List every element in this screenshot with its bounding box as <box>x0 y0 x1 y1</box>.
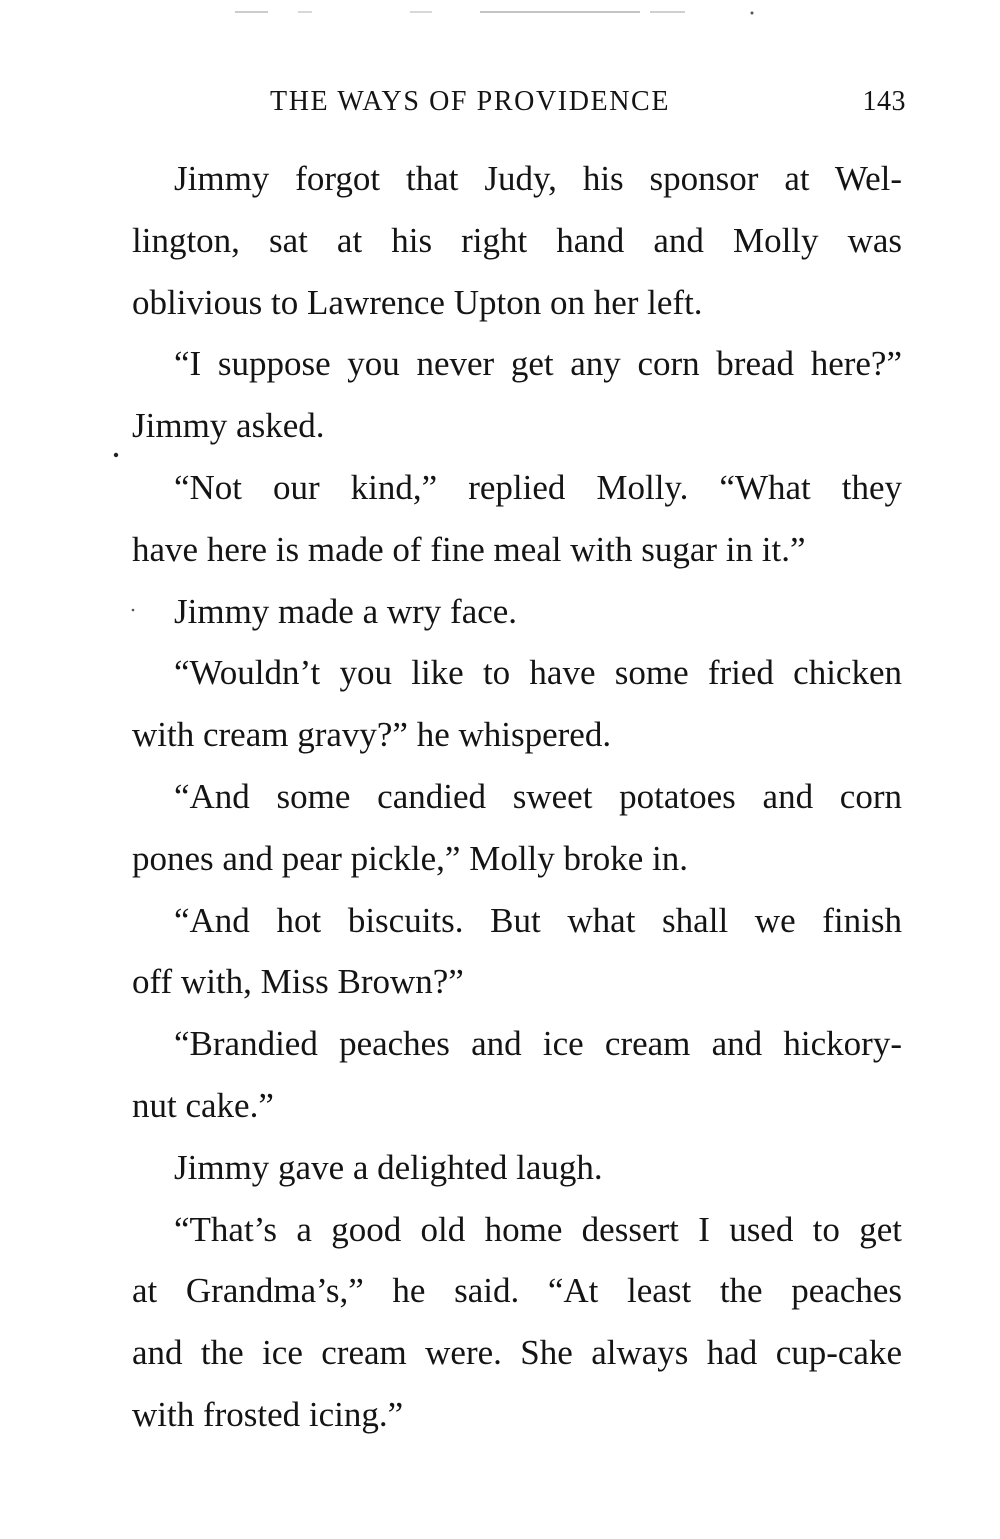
text-line: “And hot biscuits. But what shall we finish <box>174 900 902 940</box>
running-head <box>270 86 906 126</box>
text-line: off with, Miss Brown?” <box>132 962 464 1002</box>
text-line: “Wouldn’t you like to have some fried chicken <box>174 653 902 693</box>
text-line: oblivious to Lawrence Upton on her left. <box>132 282 703 322</box>
text-line: with cream gravy?” he whispered. <box>132 715 612 755</box>
page-number: 143 <box>862 86 906 117</box>
text-line: with frosted icing.” <box>132 1394 404 1434</box>
body-text <box>132 148 902 1446</box>
text-line: Jimmy asked. <box>132 406 325 446</box>
text-line: “That’s a good old home dessert I used to get <box>174 1209 902 1249</box>
text-line: “And some candied sweet potatoes and corn <box>174 776 902 816</box>
text-line: Jimmy gave a delighted laugh. <box>174 1147 603 1187</box>
text-line: pones and pear pickle,” Molly broke in. <box>132 838 688 878</box>
text-line: lington, sat at his right hand and Molly was <box>132 220 902 260</box>
text-line: nut cake.” <box>132 1085 274 1125</box>
text-line: Jimmy forgot that Judy, his sponsor at Wel- <box>174 159 902 198</box>
text-line: and the ice cream were. She always had cup-cake <box>132 1333 902 1373</box>
text-line: “Not our kind,” replied Molly. “What they <box>174 467 902 507</box>
text-line: have here is made of fine meal with sugar in it.” <box>132 529 806 569</box>
text-line: “I suppose you never get any corn bread here?” <box>174 344 902 384</box>
text-line: at Grandma’s,” he said. “At least the peaches <box>132 1271 902 1311</box>
text-line: “Brandied peaches and ice cream and hickory- <box>174 1024 902 1064</box>
text-line: Jimmy made a wry face. <box>174 591 518 631</box>
running-title: THE WAYS OF PROVIDENCE <box>270 86 671 117</box>
